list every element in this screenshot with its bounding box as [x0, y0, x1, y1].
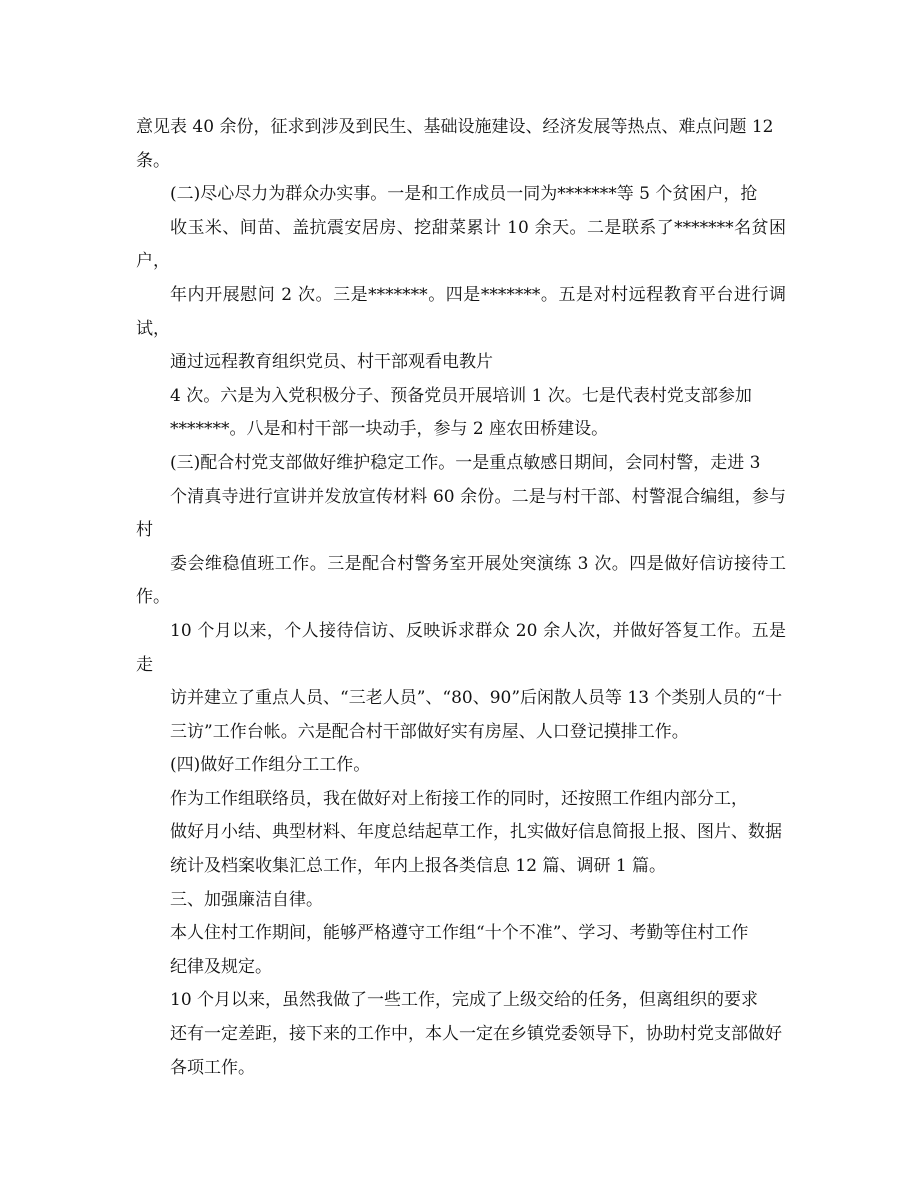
text-line: 10 个月以来，个人接待信访、反映诉求群众 20 余人次，并做好答复工作。五是走 — [136, 620, 786, 675]
text-line: 各项工作。 — [170, 1057, 255, 1078]
paragraph-2 — [136, 178, 786, 380]
text-line: 10 个月以来，虽然我做了一些工作，完成了上级交给的任务，但离组织的要求 — [170, 990, 759, 1011]
document-body — [136, 111, 786, 1085]
text-line: 纪律及规定。 — [170, 956, 272, 977]
paragraph-3 — [136, 380, 786, 447]
paragraph-4 — [136, 447, 786, 749]
paragraph-1 — [136, 111, 786, 178]
text-line: (二)尽心尽力为群众办实事。一是和工作成员一同为*******等 5 个贫困户，抢 — [170, 184, 758, 205]
text-line: 本人住村工作期间，能够严格遵守工作组“十个不准”、学习、考勤等住村工作 — [170, 923, 749, 944]
paragraph-5 — [136, 749, 786, 783]
text-line: 条。 — [136, 150, 170, 171]
text-line: 收玉米、间苗、盖抗震安居房、挖甜菜累计 10 余天。二是联系了*******名贫困户， — [136, 217, 786, 272]
paragraph-6 — [136, 783, 786, 884]
text-line: 访并建立了重点人员、“三老人员”、“80、90”后闲散人员等 13 个类别人员的“十 — [170, 688, 783, 709]
text-line: 还有一定差距，接下来的工作中，本人一定在乡镇党委领导下，协助村党支部做好 — [170, 1024, 782, 1045]
paragraph-8 — [136, 917, 786, 984]
text-line: 个清真寺进行宣讲并发放宣传材料 60 余份。二是与村干部、村警混合编组，参与村 — [136, 486, 786, 541]
text-line: *******。八是和村干部一块动手，参与 2 座农田桥建设。 — [170, 419, 609, 440]
text-line: 做好月小结、典型材料、年度总结起草工作，扎实做好信息简报上报、图片、数据 — [170, 822, 782, 843]
paragraph-7 — [136, 884, 786, 918]
text-line: (三)配合村党支部做好维护稳定工作。一是重点敏感日期间，会同村警，走进 3 — [170, 452, 761, 473]
text-line: 年内开展慰问 2 次。三是*******。四是*******。五是对村远程教育平台进行调试， — [136, 284, 786, 339]
text-line: 4 次。六是为入党积极分子、预备党员开展培训 1 次。七是代表村党支部参加 — [170, 385, 752, 406]
paragraph-9 — [136, 984, 786, 1085]
text-line: 意见表 40 余份，征求到涉及到民生、基础设施建设、经济发展等热点、难点问题 12 — [136, 117, 774, 137]
text-line: 委会维稳值班工作。三是配合村警务室开展处突演练 3 次。四是做好信访接待工作。 — [136, 553, 786, 608]
text-line: 三、加强廉洁自律。 — [170, 889, 323, 910]
text-line: 通过远程教育组织党员、村干部观看电教片 — [170, 352, 493, 373]
text-line: 三访”工作台帐。六是配合村干部做好实有房屋、人口登记摸排工作。 — [170, 721, 689, 742]
text-line: 统计及档案收集汇总工作，年内上报各类信息 12 篇、调研 1 篇。 — [170, 856, 667, 877]
text-line: (四)做好工作组分工工作。 — [170, 755, 371, 776]
text-line: 作为工作组联络员，我在做好对上衔接工作的同时，还按照工作组内部分工， — [170, 788, 748, 809]
